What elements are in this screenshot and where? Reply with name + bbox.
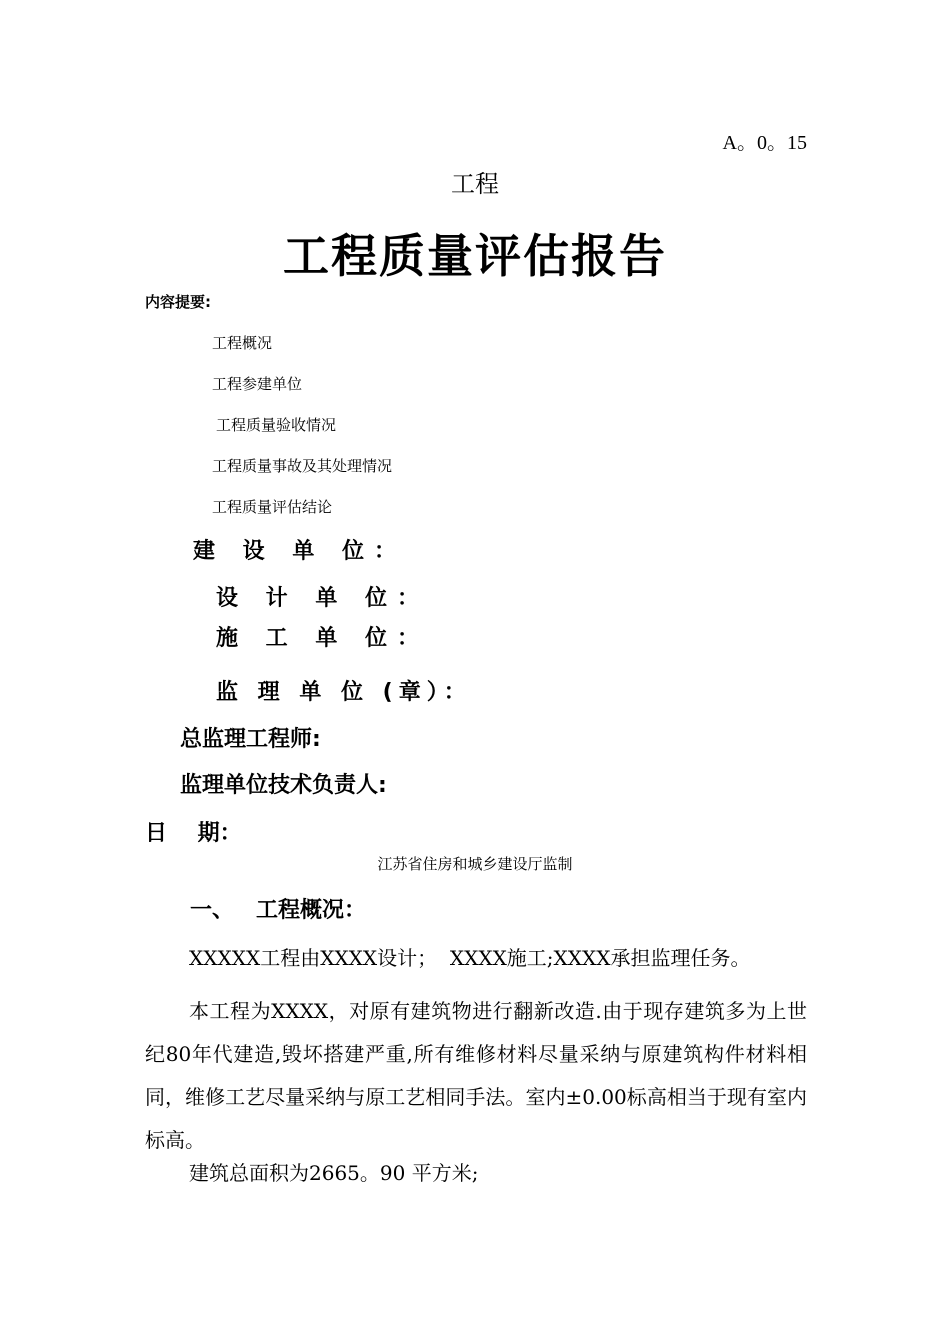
toc-item: 工程质量评估结论: [212, 498, 333, 516]
field-supervision-unit: 监 理 单 位 (章）：: [216, 680, 472, 705]
field-construction-unit: 建 设 单 位：: [193, 539, 406, 564]
page-title: 工程质量评估报告: [283, 229, 667, 283]
field-design-unit: 设 计 单 位：: [216, 586, 429, 611]
toc-item: 工程质量事故及其处理情况: [212, 457, 393, 475]
toc-item: 工程质量验收情况: [216, 416, 337, 434]
field-date: 日 期：: [145, 821, 242, 846]
field-chief-engineer: 总监理工程师:: [180, 727, 321, 752]
section-heading: [190, 893, 366, 924]
toc-heading: 内容提要:: [145, 293, 211, 311]
project-name: 工程: [451, 170, 499, 198]
section-number: 一、: [190, 898, 235, 923]
paragraph: 建筑总面积为2665。90 平方米;: [189, 1161, 479, 1185]
field-tech-lead: 监理单位技术负责人:: [180, 773, 387, 798]
paragraph: XXXXX工程由XXXX设计； XXXX施工;XXXX承担监理任务。: [189, 946, 751, 970]
section-title: 工程概况：: [256, 898, 367, 923]
toc-item: 工程概况: [212, 334, 273, 352]
toc-item: 工程参建单位: [212, 375, 303, 393]
paragraph: 本工程为XXXX，对原有建筑物进行翻新改造.由于现存建筑多为上世纪80年代建造,毁坏搭建严重,所有维修材料尽量采纳与原建筑构件材料相同，维修工艺尽量采纳与原工艺相同手法。室内±0.00标高相当于现有室内标高。: [145, 999, 807, 1152]
document-code: A。0。15: [722, 132, 807, 154]
field-builder-unit: 施 工 单 位：: [216, 626, 429, 651]
issuer: 江苏省住房和城乡建设厅监制: [377, 855, 573, 873]
